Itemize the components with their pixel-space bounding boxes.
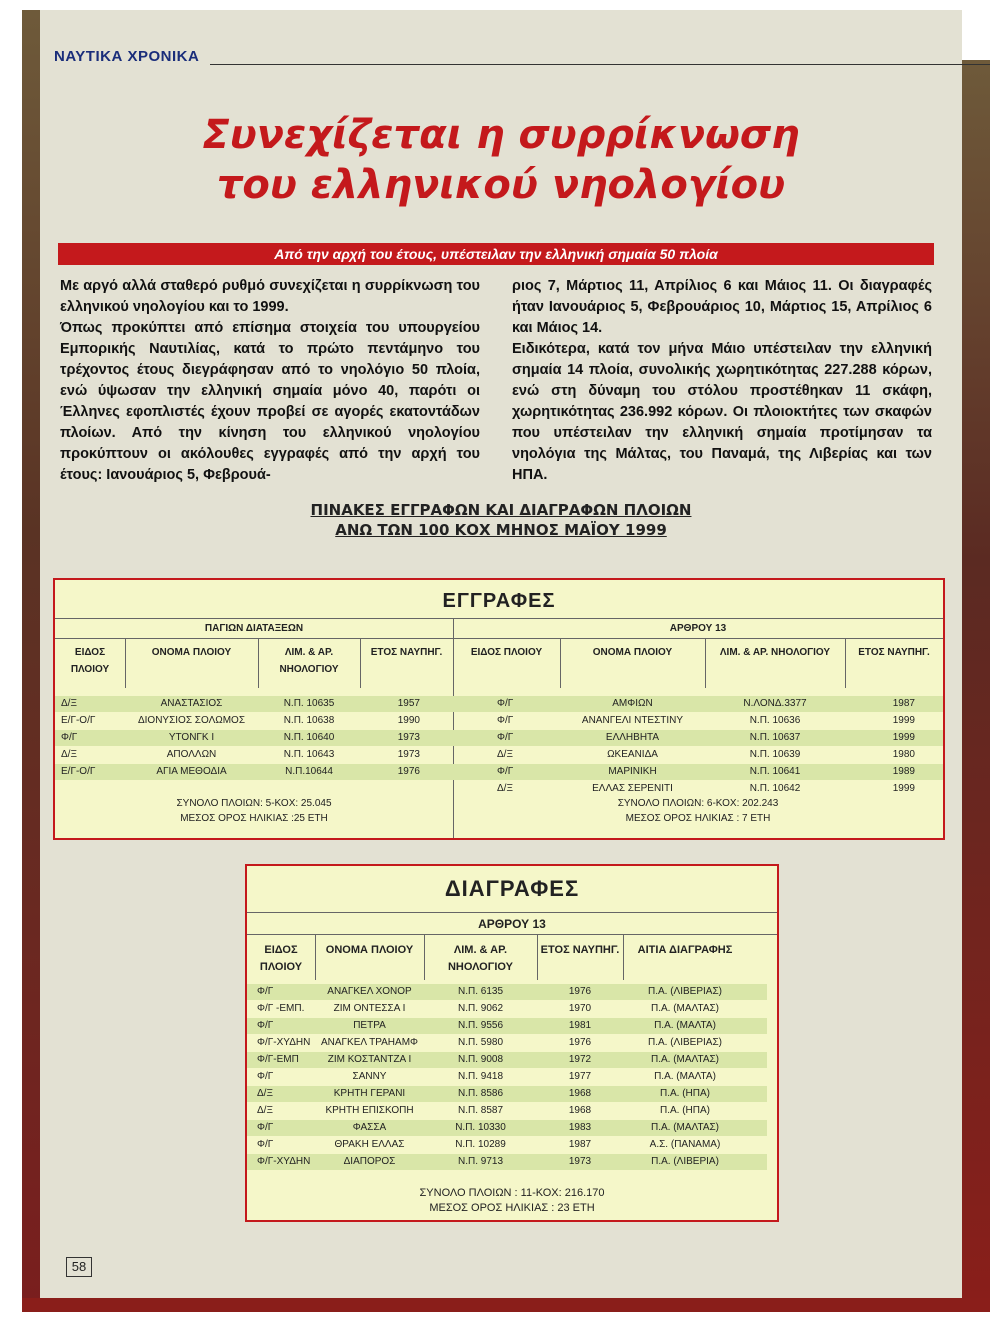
left-section-label: ΠΑΓΙΩΝ ΔΙΑΤΑΞΕΩΝ [204, 623, 304, 634]
cell-registry: Ν.Π. 10636 [749, 715, 801, 726]
cell-registry: Ν.Π. 9008 [457, 1054, 504, 1065]
deletions-total: ΣΥΝΟΛΟ ΠΛΟΙΩΝ : 11-ΚΟΧ: 216.170 [419, 1187, 605, 1199]
cell-registry: Ν.Π. 10642 [749, 783, 801, 794]
cell-ship-name: ΖΙΜ ΚΟΣΤΑΝΤΖΑ Ι [327, 1054, 412, 1065]
cell-ship-name: ΕΛΛΗΒΗΤΑ [605, 732, 660, 743]
cell-deletion-reason: Π.Α. (ΜΑΛΤΑ) [654, 1020, 716, 1031]
cell-registry: Ν.Π. 9713 [457, 1156, 504, 1167]
cell-registry: Ν.Π.10644 [285, 766, 333, 777]
cell-year: 1983 [568, 1122, 592, 1133]
cell-registry: Ν.Π. 10637 [749, 732, 801, 743]
table-rule [247, 934, 777, 935]
registrations-title: ΕΓΓΡΑΦΕΣ [442, 590, 556, 612]
cell-ship-type: Δ/Ξ [257, 1088, 273, 1099]
table-row [247, 1069, 767, 1085]
cell-deletion-reason: Π.Α. (ΗΠΑ) [660, 1105, 710, 1116]
cell-ship-name: ΦΑΣΣΑ [352, 1122, 387, 1133]
section-title: ΝΑΥΤΙΚΑ ΧΡΟΝΙΚΑ [54, 48, 200, 65]
cell-ship-name: ΜΑΡΙΝΙΚΗ [608, 766, 657, 777]
tables-heading-line2: ΑΝΩ ΤΩΝ 100 ΚΟΧ ΜΗΝΟΣ ΜΑΪΟΥ 1999 [335, 521, 667, 539]
cell-registry: Ν.Π. 8586 [457, 1088, 504, 1099]
cell-ship-name: ΚΡΗΤΗ ΕΠΙΣΚΟΠΗ [325, 1105, 414, 1116]
cell-year: 1973 [397, 749, 420, 760]
paragraph: Όπως προκύπτει από επίσημα στοιχεία του υπουργείου Εμπορικής Ναυτιλίας, κατά το πρώτο πεντάμηνο του τρέχοντος έτους διεγράφησαν από το νηολόγιο 50 πλοία, ενώ ύψωσαν την ελληνική σημαία μόνο 40, παρότι οι Έλληνες εφοπλιστές έχουν προβεί σε αγορές εκατοντάδων πλοίων. Από την κίνηση του ελληνικού νηολογίου προκύπτουν οι ακόλουθες εγγραφές από την αρχή του έτους: Ιανουάριος 5, Φεβρουά- [60, 320, 480, 483]
cell-registry: Ν.Π. 10641 [749, 766, 801, 777]
cell-deletion-reason: Π.Α. (ΜΑΛΤΑΣ) [650, 1054, 720, 1065]
cell-ship-type: Δ/Ξ [497, 783, 513, 794]
paragraph: Ειδικότερα, κατά τον μήνα Μάιο υπέστειλαν την ελληνική σημαία 14 πλοία, συνολικής χωρητικότητας 227.288 κόρων, ενώ στη δύναμη του στόλου προστέθηκαν 11 σκάφη, χωρητικότητας 236.992 κόρων. Οι πλοιοκτήτες των σκαφών που υπέστειλαν την ελληνική σημαία προτίμησαν τα νηολόγια της Μάλτας, του Παναμά, της Λιβερίας και των ΗΠΑ. [512, 341, 932, 483]
cell-registry: Ν.ΛΟΝΔ.3377 [743, 698, 807, 709]
deletions-average-age: ΜΕΣΟΣ ΟΡΟΣ ΗΛΙΚΙΑΣ : 23 ΕΤΗ [429, 1202, 595, 1214]
cell-ship-type: Φ/Γ [257, 1020, 274, 1031]
cell-deletion-reason: Π.Α. (ΜΑΛΤΑ) [654, 1071, 716, 1082]
page-number: 58 [66, 1257, 92, 1277]
header-year: ΕΤΟΣ ΝΑΥΠΗΓ. [858, 647, 930, 658]
cell-year: 1968 [568, 1105, 592, 1116]
cell-year: 1976 [568, 986, 592, 997]
cell-ship-type: Δ/Ξ [61, 698, 77, 709]
cell-ship-name: ΔΙΑΠΟΡΟΣ [343, 1156, 396, 1167]
cell-ship-type: Φ/Γ [61, 732, 78, 743]
header-ship-type: ΕΙΔΟΣ ΠΛΟΙΟΥ [70, 647, 110, 675]
bottom-border-strip [22, 1298, 990, 1312]
cell-year: 1973 [568, 1156, 592, 1167]
cell-ship-type: Φ/Γ [257, 986, 274, 997]
cell-deletion-reason: Π.Α. (ΛΙΒΕΡΙΑΣ) [648, 1037, 722, 1048]
table-row [247, 984, 767, 1000]
deletions-table [245, 864, 779, 1222]
left-border-strip [22, 10, 40, 1312]
article-column-1 [60, 276, 480, 486]
cell-year: 1990 [397, 715, 420, 726]
table-rule [247, 912, 777, 913]
header-ship-type: ΕΙΔΟΣ ΠΛΟΙΟΥ [470, 647, 543, 658]
table-row [247, 1052, 767, 1068]
cell-ship-name: ΑΜΦΙΩΝ [612, 698, 653, 709]
cell-year: 1980 [892, 749, 915, 760]
cell-ship-name: ΑΝΑΝΓΕΛΙ ΝΤΕΣΤΙΝΥ [581, 715, 684, 726]
right-section-label: ΑΡΘΡΟΥ 13 [669, 623, 727, 634]
table-rule [55, 638, 943, 639]
cell-year: 1987 [892, 698, 915, 709]
cell-ship-name: ΑΝΑΣΤΑΣΙΟΣ [160, 698, 223, 709]
table-row [55, 747, 453, 763]
cell-year: 1976 [568, 1037, 592, 1048]
subtitle-bar [58, 243, 934, 265]
table-row [247, 1001, 767, 1017]
running-header [40, 40, 990, 64]
cell-year: 1972 [568, 1054, 592, 1065]
cell-year: 1970 [568, 1003, 592, 1014]
header-deletion-reason: ΑΙΤΙΑ ΔΙΑΓΡΑΦΗΣ [637, 944, 733, 956]
deletions-title: ΔΙΑΓΡΑΦΕΣ [444, 876, 580, 901]
registrations-table [53, 578, 945, 840]
cell-ship-name: ΔΙΟΝΥΣΙΟΣ ΣΟΛΩΜΟΣ [137, 715, 246, 726]
cell-year: 1989 [892, 766, 915, 777]
cell-registry: Ν.Π. 5980 [457, 1037, 504, 1048]
table-row [247, 1086, 767, 1102]
cell-year: 1973 [397, 732, 420, 743]
cell-ship-type: Φ/Γ-ΧΥΔΗΝ [257, 1037, 311, 1048]
cell-ship-type: Φ/Γ-ΧΥΔΗΝ [257, 1156, 311, 1167]
cell-year: 1987 [568, 1139, 592, 1150]
header-year: ΕΤΟΣ ΝΑΥΠΗΓ. [370, 647, 443, 658]
cell-ship-type: Φ/Γ [257, 1122, 274, 1133]
cell-ship-name: ΚΡΗΤΗ ΓΕΡΑΝΙ [333, 1088, 406, 1099]
table-row [453, 730, 943, 746]
cell-deletion-reason: Α.Σ. (ΠΑΝΑΜΑ) [649, 1139, 721, 1150]
cell-deletion-reason: Π.Α. (ΛΙΒΕΡΙΑΣ) [648, 986, 722, 997]
cell-ship-type: Φ/Γ-ΕΜΠ [257, 1054, 299, 1065]
table-row [453, 764, 943, 780]
cell-ship-type: Φ/Γ [257, 1139, 274, 1150]
table-row [247, 1103, 767, 1119]
tables-heading [40, 500, 962, 540]
cell-ship-type: Δ/Ξ [61, 749, 77, 760]
cell-ship-name: ΑΝΑΓΚΕΛ ΤΡΑΗΑΜΦ [320, 1037, 419, 1048]
table-row [453, 713, 943, 729]
cell-ship-type: Δ/Ξ [497, 749, 513, 760]
cell-registry: Ν.Π. 9062 [457, 1003, 504, 1014]
cell-year: 1999 [892, 783, 915, 794]
header-ship-name: ΟΝΟΜΑ ΠΛΟΙΟΥ [151, 647, 232, 658]
table-row [55, 696, 453, 712]
cell-year: 1968 [568, 1088, 592, 1099]
article-column-2 [512, 276, 932, 486]
cell-registry: Ν.Π. 10643 [283, 749, 335, 760]
cell-ship-name: ΠΕΤΡΑ [353, 1020, 386, 1031]
table-row [247, 1018, 767, 1034]
deletions-section-label: ΑΡΘΡΟΥ 13 [478, 917, 546, 931]
cell-ship-name: ΥΤΟΝΓΚ Ι [168, 732, 215, 743]
cell-ship-name: ΕΛΛΑΣ ΣΕΡΕΝΙΤΙ [592, 783, 673, 794]
table-row [453, 696, 943, 712]
cell-registry: Ν.Π. 10330 [455, 1122, 506, 1133]
table-row [55, 730, 453, 746]
header-year: ΕΤΟΣ ΝΑΥΠΗΓ. [540, 944, 620, 956]
table-row [55, 764, 453, 780]
cell-registry: Ν.Π. 10635 [283, 698, 335, 709]
cell-ship-type: Δ/Ξ [257, 1105, 273, 1116]
cell-ship-name: ΩΚΕΑΝΙΔΑ [607, 749, 658, 760]
cell-deletion-reason: Π.Α. (ΜΑΛΤΑΣ) [650, 1003, 720, 1014]
cell-registry: Ν.Π. 6135 [457, 986, 504, 997]
cell-ship-type: Φ/Γ [497, 732, 514, 743]
cell-ship-type: Φ/Γ [497, 715, 514, 726]
cell-ship-type: Ε/Γ-Ο/Γ [61, 715, 96, 726]
cell-ship-name: ΑΓΙΑ ΜΕΘΟΔΙΑ [156, 766, 227, 777]
table-row [453, 781, 943, 797]
table-row [247, 1154, 767, 1170]
header-registry: ΛΙΜ. & ΑΡ. ΝΗΟΛΟΓΙΟΥ [447, 944, 513, 973]
cell-deletion-reason: Π.Α. (ΗΠΑ) [660, 1088, 710, 1099]
cell-registry: Ν.Π. 10639 [749, 749, 801, 760]
table-row [247, 1137, 767, 1153]
article-title-line2: του ελληνικού νηολογίου [216, 162, 786, 208]
cell-deletion-reason: Π.Α. (ΛΙΒΕΡΙΑ) [651, 1156, 719, 1167]
table-row [247, 1035, 767, 1051]
left-total: ΣΥΝΟΛΟ ΠΛΟΙΩΝ: 5-ΚΟΧ: 25.045 [176, 798, 332, 809]
article-subtitle: Από την αρχή του έτους, υπέστειλαν την ελληνική σημαία 50 πλοία [274, 246, 718, 262]
cell-ship-name: ΑΠΟΛΛΩΝ [166, 749, 217, 760]
cell-registry: Ν.Π. 10640 [283, 732, 335, 743]
cell-ship-name: ΖΙΜ ΟΝΤΕΣΣΑ Ι [333, 1003, 406, 1014]
left-average-age: ΜΕΣΟΣ ΟΡΟΣ ΗΛΙΚΙΑΣ :25 ΕΤΗ [180, 813, 328, 824]
header-rule [210, 64, 990, 65]
header-registry: ΛΙΜ. & ΑΡ. ΝΗΟΛΟΓΙΟΥ [719, 647, 831, 658]
cell-year: 1957 [397, 698, 420, 709]
table-row [247, 1120, 767, 1136]
cell-registry: Ν.Π. 9418 [457, 1071, 504, 1082]
header-registry: ΛΙΜ. & ΑΡ. ΝΗΟΛΟΓΙΟΥ [279, 647, 339, 675]
paragraph: Με αργό αλλά σταθερό ρυθμό συνεχίζεται η συρρίκνωση του ελληνικού νηολογίου και το 1999. [60, 278, 480, 315]
cell-ship-name: ΘΡΑΚΗ ΕΛΛΑΣ [334, 1139, 405, 1150]
table-row [453, 747, 943, 763]
right-border-strip [962, 60, 990, 1312]
header-ship-type: ΕΙΔΟΣ ΠΛΟΙΟΥ [259, 944, 303, 973]
cell-ship-type: Φ/Γ [497, 766, 514, 777]
cell-ship-type: Φ/Γ [257, 1071, 274, 1082]
article-title [40, 110, 962, 210]
cell-ship-name: ΣΑΝΝΥ [352, 1071, 387, 1082]
cell-deletion-reason: Π.Α. (ΜΑΛΤΑΣ) [650, 1122, 720, 1133]
cell-registry: Ν.Π. 10638 [283, 715, 335, 726]
cell-registry: Ν.Π. 8587 [457, 1105, 504, 1116]
cell-ship-type: Ε/Γ-Ο/Γ [61, 766, 96, 777]
right-total: ΣΥΝΟΛΟ ΠΛΟΙΩΝ: 6-ΚΟΧ: 202.243 [617, 798, 779, 809]
cell-year: 1999 [892, 732, 915, 743]
cell-registry: Ν.Π. 9556 [457, 1020, 504, 1031]
right-average-age: ΜΕΣΟΣ ΟΡΟΣ ΗΛΙΚΙΑΣ : 7 ΕΤΗ [625, 813, 771, 824]
cell-ship-type: Φ/Γ [497, 698, 514, 709]
table-rule [55, 618, 943, 619]
tables-heading-line1: ΠΙΝΑΚΕΣ ΕΓΓΡΑΦΩΝ ΚΑΙ ΔΙΑΓΡΑΦΩΝ ΠΛΟΙΩΝ [310, 501, 692, 519]
cell-ship-type: Φ/Γ -ΕΜΠ. [257, 1003, 305, 1014]
header-ship-name: ΟΝΟΜΑ ΠΛΟΙΟΥ [325, 944, 414, 956]
cell-year: 1999 [892, 715, 915, 726]
paragraph: ριος 7, Μάρτιος 11, Απρίλιος 6 και Μάιος 11. Οι διαγραφές ήταν Ιανουάριος 5, Φεβρουάριος 10, Μάρτιος 15, Απρίλιος 6 και Μάιος 14. [512, 278, 932, 336]
article-title-line1: Συνεχίζεται η συρρίκνωση [202, 112, 800, 158]
table-row [55, 713, 453, 729]
cell-year: 1977 [568, 1071, 592, 1082]
cell-year: 1981 [568, 1020, 592, 1031]
cell-year: 1976 [397, 766, 420, 777]
cell-registry: Ν.Π. 10289 [455, 1139, 506, 1150]
cell-ship-name: ΑΝΑΓΚΕΛ ΧΟΝΟΡ [327, 986, 412, 997]
header-ship-name: ΟΝΟΜΑ ΠΛΟΙΟΥ [592, 647, 673, 658]
